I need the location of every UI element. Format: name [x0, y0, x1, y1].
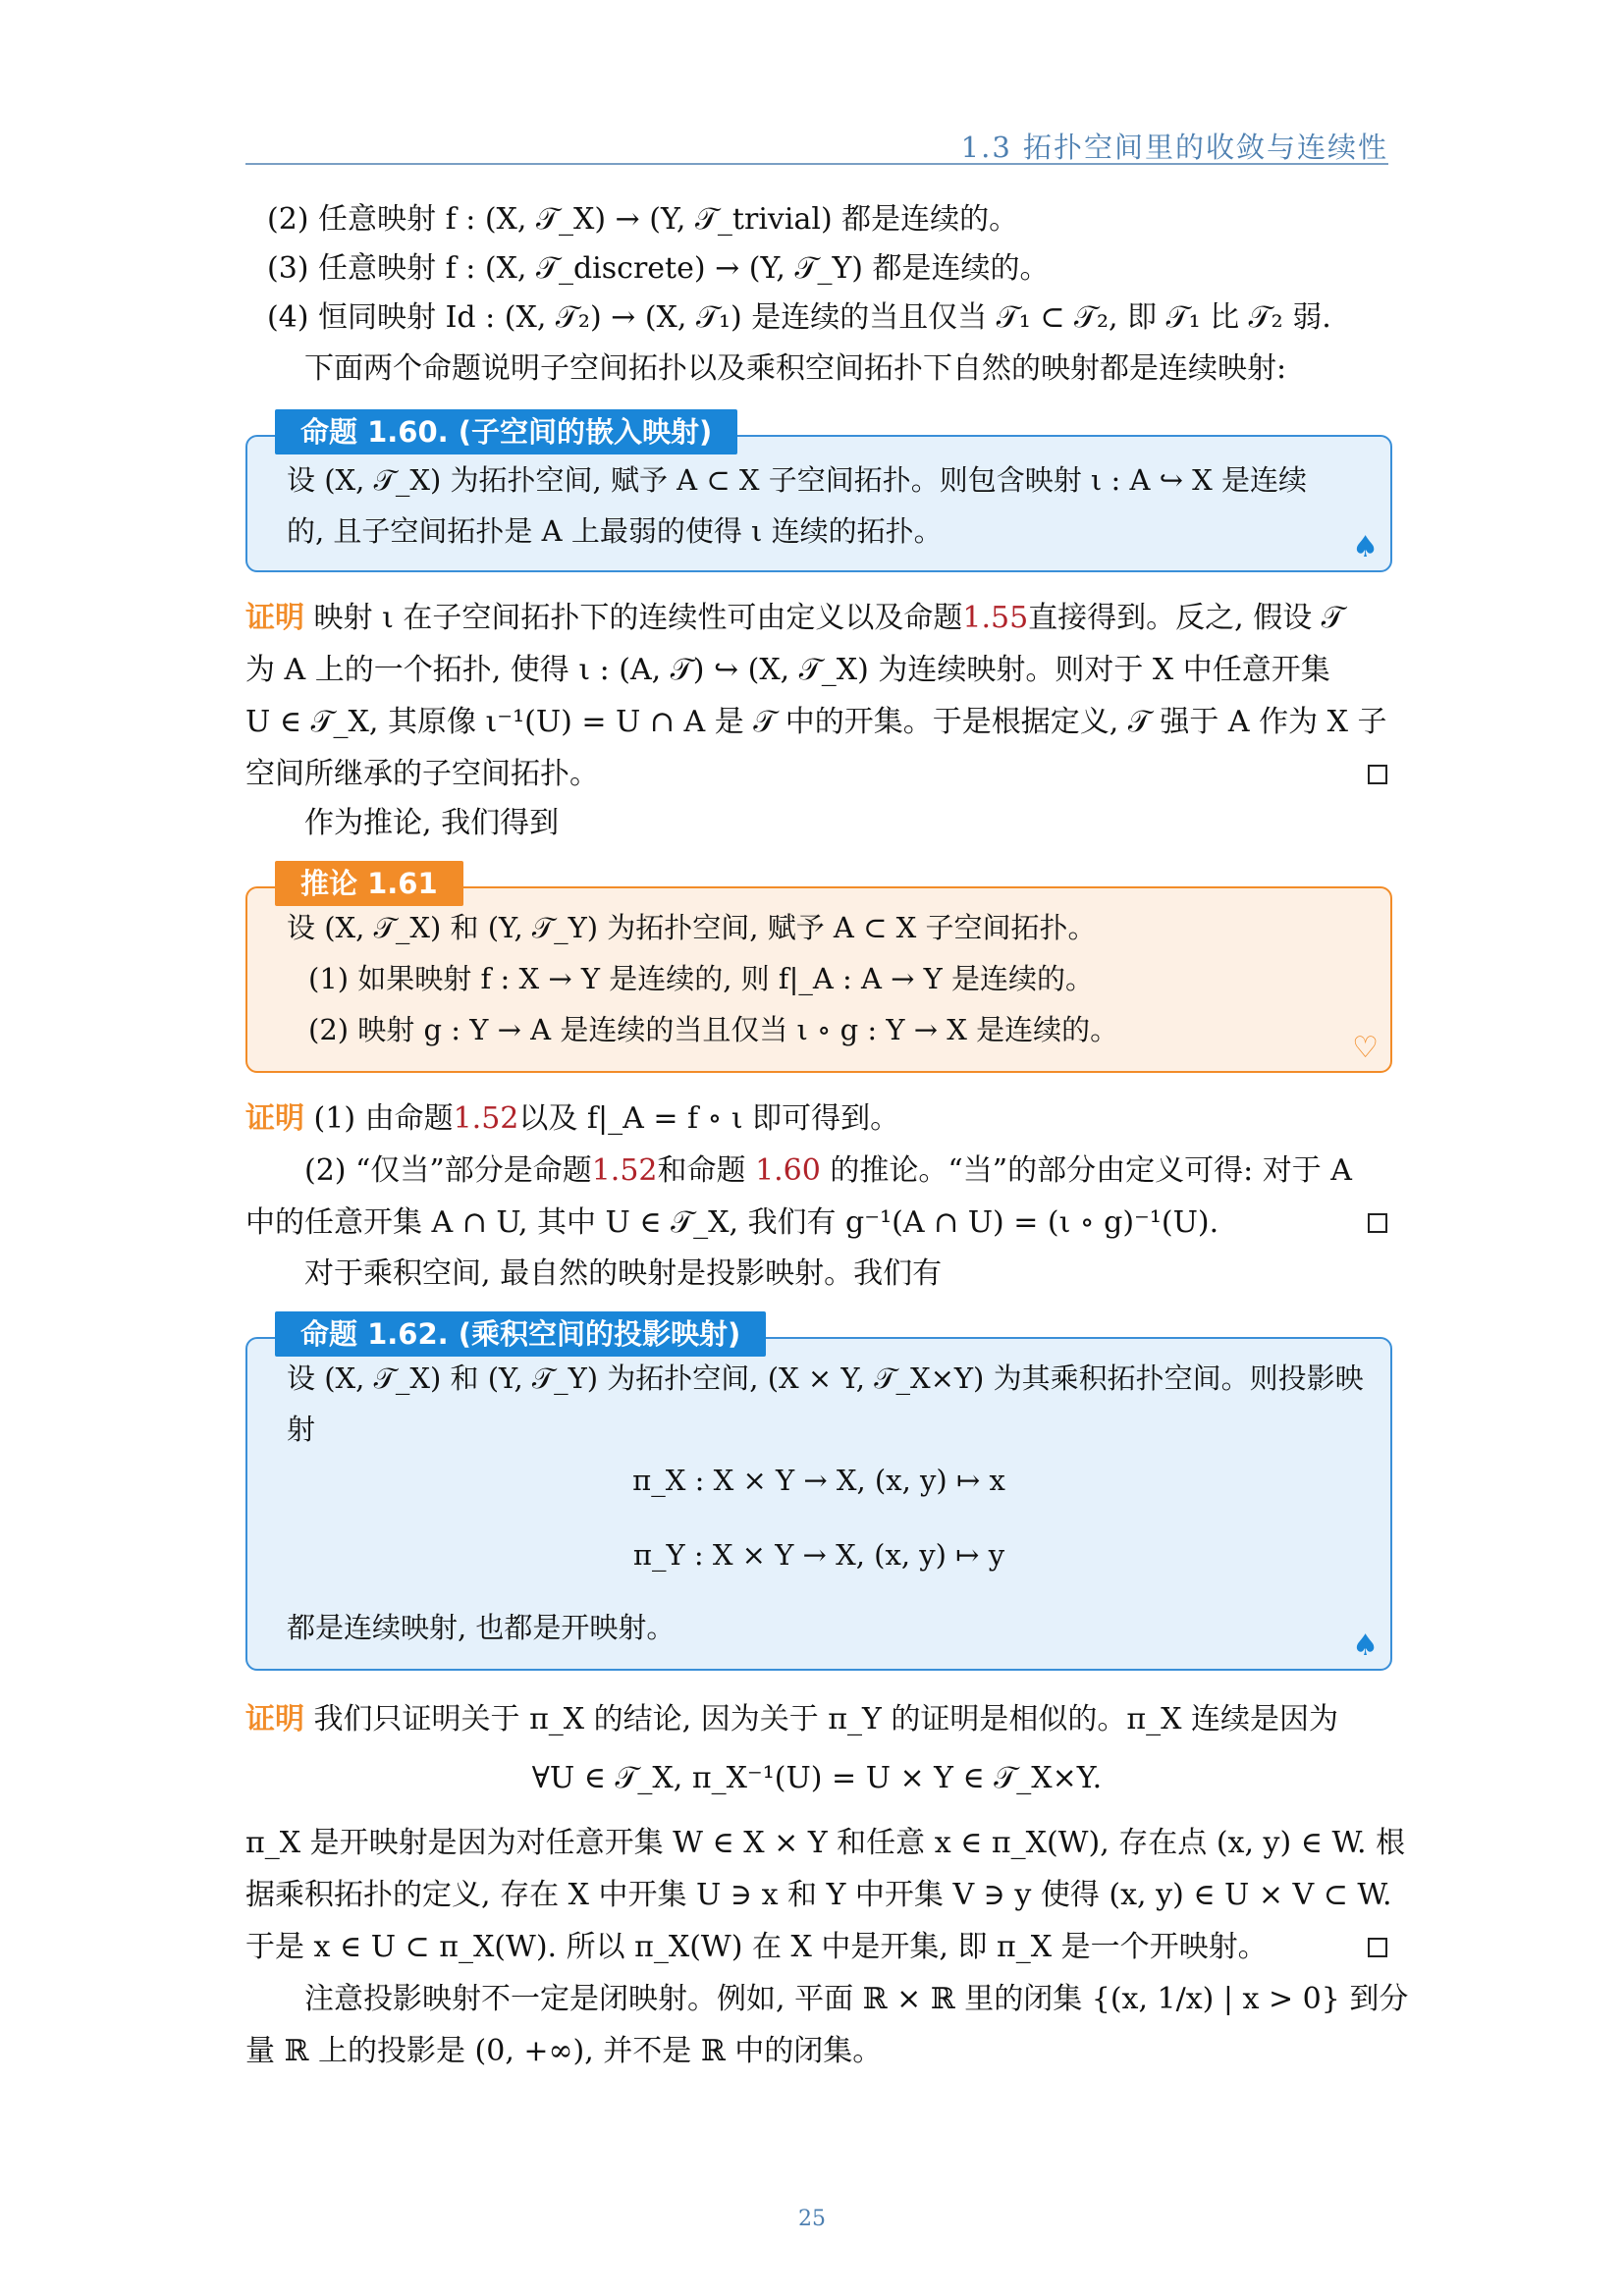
proof-text: 以及 f|_A = f ∘ ι 即可得到。: [518, 1101, 900, 1136]
qed-icon: [1368, 1213, 1387, 1233]
box-text: (2) 映射 g : Y → A 是连续的当且仅当 ι ∘ g : Y → X 是连续的。: [308, 1013, 1119, 1046]
proof-line: U ∈ 𝒯_X, 其原像 ι⁻¹(U) = U ∩ A 是 𝒯 中的开集。于是根据定义, 𝒯 强于 A 作为 X 子: [245, 705, 1387, 739]
running-header: [245, 124, 1388, 165]
proof-line: π_X 是开映射是因为对任意开集 W ∈ X × Y 和任意 x ∈ π_X(W), 存在点 (x, y) ∈ W. 根: [245, 1826, 1406, 1860]
box-text: 都是连续映射, 也都是开映射。: [287, 1611, 676, 1644]
paragraph: 量 ℝ 上的投影是 (0, +∞), 并不是 ℝ 中的闭集。: [245, 2034, 883, 2068]
proposition-box: [245, 435, 1392, 572]
paragraph: 注意投影映射不一定是闭映射。例如, 平面 ℝ × ℝ 里的闭集 {(x, 1/x) | x > 0} 到分: [304, 1982, 1409, 2016]
proof-label: 证明: [245, 601, 304, 635]
proof-line: 为 A 上的一个拓扑, 使得 ι : (A, 𝒯) ↪ (X, 𝒯_X) 为连续映射。则对于 X 中任意开集: [245, 653, 1330, 687]
proposition-box: [245, 1337, 1392, 1671]
proof-line: 据乘积拓扑的定义, 存在 X 中开集 U ∋ x 和 Y 中开集 V ∋ y 使得 (x, y) ∈ U × V ⊂ W.: [245, 1878, 1392, 1912]
proof-text: 我们只证明关于 π_X 的结论, 因为关于 π_Y 的证明是相似的。π_X 连续是因为: [304, 1702, 1338, 1736]
header-title: 1.3 拓扑空间里的收敛与连续性: [960, 131, 1388, 164]
proof-text: 映射 ι 在子空间拓扑下的连续性可由定义以及命题: [304, 601, 963, 635]
proof-line: [245, 599, 1344, 638]
proof-label: 证明: [245, 1702, 304, 1736]
corollary-box: [245, 886, 1392, 1073]
equation: π_X : X × Y → X, (x, y) ↦ x: [632, 1464, 1005, 1497]
proof-text: 的推论。“当”的部分由定义可得: 对于 A: [820, 1153, 1352, 1188]
box-text: 射: [287, 1413, 316, 1446]
paragraph: 下面两个命题说明子空间拓扑以及乘积空间拓扑下自然的映射都是连续映射:: [304, 351, 1287, 386]
spade-icon: ♠: [1352, 1629, 1379, 1663]
qed-icon: [1368, 1938, 1387, 1957]
proof-line: [245, 1700, 1338, 1739]
proposition-tab: 命题 1.60. (子空间的嵌入映射): [275, 409, 737, 454]
reference-link[interactable]: 1.52: [591, 1153, 658, 1188]
proof-text: (1) 由命题: [304, 1101, 454, 1136]
proof-text: 直接得到。反之, 假设 𝒯: [1028, 601, 1344, 635]
box-text: 设 (X, 𝒯_X) 为拓扑空间, 赋予 A ⊂ X 子空间拓扑。则包含映射 ι : A ↪ X 是连续: [287, 463, 1308, 497]
list-item: (2) 任意映射 f : (X, 𝒯_X) → (Y, 𝒯_trivial) 都是连续的。: [267, 202, 1019, 237]
list-item: (3) 任意映射 f : (X, 𝒯_discrete) → (Y, 𝒯_Y) 都是连续的。: [267, 251, 1050, 286]
heart-icon: ♡: [1352, 1031, 1379, 1065]
list-item: (4) 恒同映射 Id : (X, 𝒯₂) → (X, 𝒯₁) 是连续的当且仅当 𝒯₁ ⊂ 𝒯₂, 即 𝒯₁ 比 𝒯₂ 弱.: [267, 300, 1331, 335]
proof-line: 空间所继承的子空间拓扑。: [245, 757, 599, 791]
proof-label: 证明: [245, 1101, 304, 1136]
reference-link[interactable]: 1.60: [755, 1153, 821, 1188]
proof-text: (2) “仅当”部分是命题: [304, 1153, 592, 1188]
proposition-tab: 命题 1.62. (乘积空间的投影映射): [275, 1311, 766, 1357]
proof-line: 于是 x ∈ U ⊂ π_X(W). 所以 π_X(W) 在 X 中是开集, 即 π_X 是一个开映射。: [245, 1930, 1268, 1964]
proof-text: 和命题: [657, 1153, 756, 1188]
paragraph: 作为推论, 我们得到: [304, 806, 560, 840]
proof-line: [245, 1099, 899, 1139]
qed-icon: [1368, 765, 1387, 784]
proof-line: [304, 1151, 1352, 1191]
page-number: 25: [798, 2207, 826, 2231]
box-text: (1) 如果映射 f : X → Y 是连续的, 则 f|_A : A → Y 是连续的。: [308, 962, 1095, 995]
spade-icon: ♠: [1352, 530, 1379, 564]
reference-link[interactable]: 1.52: [453, 1101, 519, 1136]
box-text: 的, 且子空间拓扑是 A 上最弱的使得 ι 连续的拓扑。: [287, 514, 943, 548]
paragraph: 对于乘积空间, 最自然的映射是投影映射。我们有: [304, 1256, 943, 1291]
box-text: 设 (X, 𝒯_X) 和 (Y, 𝒯_Y) 为拓扑空间, (X × Y, 𝒯_X×Y) 为其乘积拓扑空间。则投影映: [287, 1362, 1364, 1395]
corollary-tab: 推论 1.61: [275, 861, 463, 906]
equation: ∀U ∈ 𝒯_X, π_X⁻¹(U) = U × Y ∈ 𝒯_X×Y.: [531, 1761, 1103, 1795]
equation: π_Y : X × Y → X, (x, y) ↦ y: [632, 1538, 1005, 1572]
box-text: 设 (X, 𝒯_X) 和 (Y, 𝒯_Y) 为拓扑空间, 赋予 A ⊂ X 子空间拓扑。: [287, 911, 1097, 944]
proof-line: 中的任意开集 A ∩ U, 其中 U ∈ 𝒯_X, 我们有 g⁻¹(A ∩ U) = (ι ∘ g)⁻¹(U).: [245, 1205, 1219, 1240]
reference-link[interactable]: 1.55: [962, 601, 1029, 635]
